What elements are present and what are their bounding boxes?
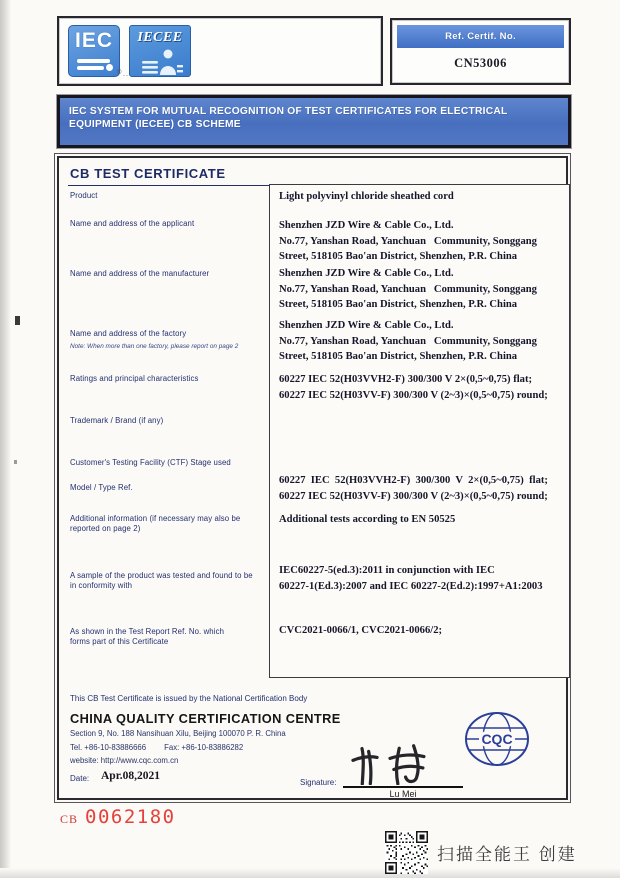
label-additional-info: Additional information (if necessary may also be reported on page 2) [70,514,241,533]
value-test-report: CVC2021-0066/1, CVC2021-0066/2; [279,625,443,636]
scheme-banner: IEC SYSTEM FOR MUTUAL RECOGNITION OF TEST CERTIFICATES FOR ELECTRICAL EQUIPMENT (IECEE) CB SCHEME [57,95,571,148]
signatory-name: Lu Mei [389,789,417,799]
scan-edge-left [0,0,11,878]
issuer-website: website: http://www.cqc.com.cn [70,756,179,765]
issuer-address: Section 9, No. 188 Nansihuan Xilu, Beijing 100070 P. R. China [70,729,286,738]
issued-statement: This CB Test Certificate is issued by the National Certification Body [70,694,308,703]
scan-speck [15,316,20,325]
label-trademark: Trademark / Brand (if any) [70,416,164,425]
label-model: Model / Type Ref. [70,483,133,492]
cqc-logo-text: CQC [481,731,513,747]
value-factory: Shenzhen JZD Wire & Cable Co., Ltd. No.77, Yanshan Road, Yanchuan Community, Songgang Street, 518105 Bao'an District, Shenzhen, P.R. China [279,320,537,362]
certificate-title: CB TEST CERTIFICATE [70,166,226,181]
label-product: Product [70,191,98,200]
value-product: Light polyvinyl chloride sheathed cord [279,191,454,202]
factory-note: Note: When more than one factory, please report on page 2 [70,343,239,350]
iecee-logo-icon [129,25,191,77]
iec-logo-icon [68,25,120,77]
value-applicant: Shenzhen JZD Wire & Cable Co., Ltd. No.77, Yanshan Road, Yanchuan Community, Songgang Street, 518105 Bao'an District, Shenzhen, P.R. China [279,220,537,262]
label-ratings: Ratings and principal characteristics [70,374,199,383]
certificate-body [57,156,568,800]
value-ratings: 60227 IEC 52(H03VVH2-F) 300/300 V 2×(0,5~0,75) flat; 60227 IEC 52(H03VV-F) 300/300 V (2~3)×(0,5~0,75) round; [279,374,548,401]
certificate-frame [54,153,571,803]
label-conformity: A sample of the product was tested and found to be in conformity with [70,571,253,590]
cb-stamp-number [60,806,176,828]
iecee-figure-icon [130,49,190,77]
iec-iecee-logo-box [57,16,383,86]
cqc-logo-icon [463,709,531,769]
value-manufacturer: Shenzhen JZD Wire & Cable Co., Ltd. No.77, Yanshan Road, Yanchuan Community, Songgang Street, 518105 Bao'an District, Shenzhen, P.R. China [279,268,537,310]
scan-edge-bottom [0,868,620,878]
signature-label: Signature: [300,778,337,787]
ref-certif-label: Ref. Certif. No. [397,25,564,48]
qr-code-icon [385,831,428,874]
date-label: Date: [70,774,90,783]
issuer-telfax [70,743,243,752]
handwritten-signature [349,743,464,785]
value-model: 60227 IEC 52(H03VVH2-F) 300/300 V 2×(0,5~0,75) flat; 60227 IEC 52(H03VV-F) 300/300 V (2~3)×(0,5~0,75) round; [279,475,548,502]
ref-certif-box [390,18,571,85]
issuer-fax: Fax: +86-10-83886282 [164,743,244,752]
value-conformity: IEC60227-5(ed.3):2011 in conjunction with IEC 60227-1(Ed.3):2007 and IEC 60227-2(Ed.2):1997+A1:2003 [279,565,543,592]
camscanner-watermark: 扫描全能王 创建 [437,845,577,864]
label-test-report: As shown in the Test Report Ref. No. which forms part of this Certificate [70,627,224,646]
label-factory: Name and address of the factory [70,329,187,338]
label-ctf: Customer's Testing Facility (CTF) Stage used [70,458,231,467]
signature-line [343,786,463,788]
cb-prefix: CB [60,812,79,826]
label-manufacturer: Name and address of the manufacturer [70,269,210,278]
date-value: Apr.08,2021 [101,770,160,782]
cb-digits: 0062180 [85,806,176,828]
issuer-name: CHINA QUALITY CERTIFICATION CENTRE [70,711,341,726]
values-box [269,184,570,678]
iecee-tm-dots: ... [123,71,132,78]
label-applicant: Name and address of the applicant [70,219,195,228]
iecee-logo-text: IECEE [137,30,183,45]
scan-speck [14,460,17,464]
registered-mark: ® [117,70,122,76]
iec-logo-text: IEC [74,29,113,52]
value-additional-info: Additional tests according to EN 50525 [279,514,456,525]
ref-certif-number: CN53006 [454,56,507,70]
issuer-tel: Tel. +86-10-83886666 [70,743,147,752]
